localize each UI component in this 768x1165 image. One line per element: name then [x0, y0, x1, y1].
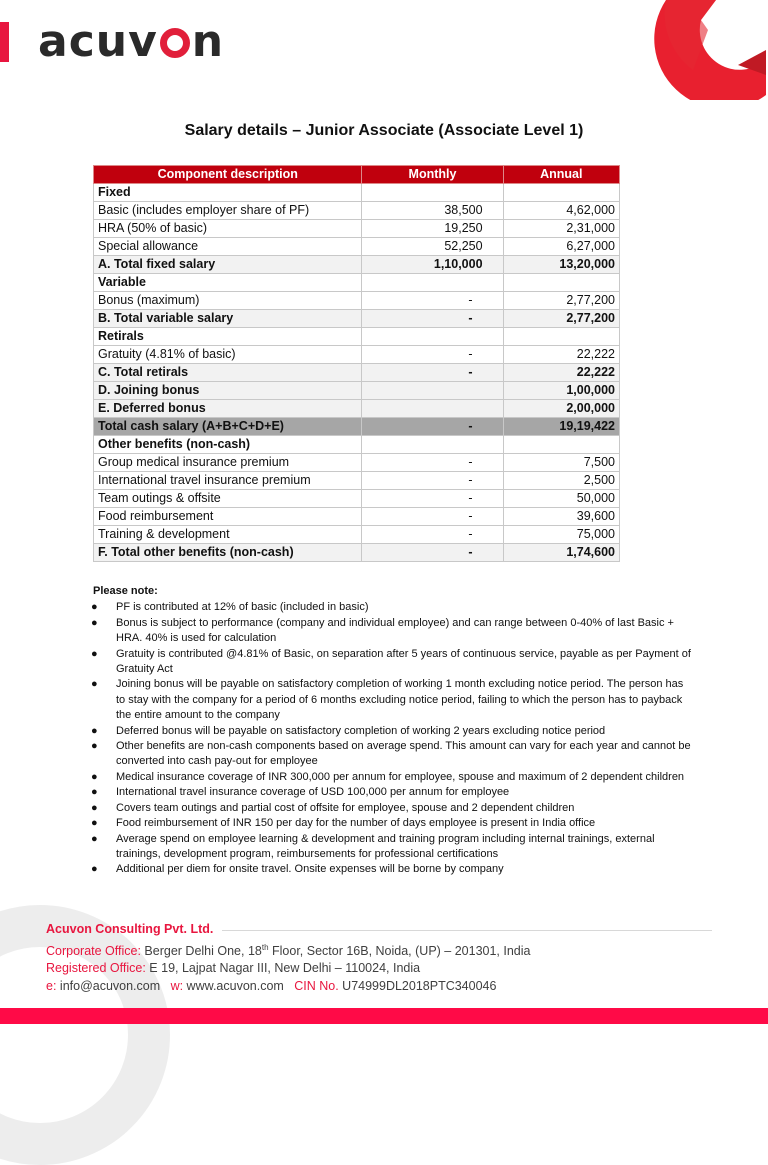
bullet-icon: ● — [91, 832, 98, 845]
left-accent-bar — [0, 22, 9, 62]
footer-registered-office: Registered Office: E 19, Lajpat Nagar III, New Delhi – 110024, India — [46, 961, 421, 976]
row-annual: 2,31,000 — [503, 220, 619, 238]
row-label: F. Total other benefits (non-cash) — [94, 544, 362, 562]
note-item: ● Covers team outings and partial cost of offsite for employee, spouse and 2 dependent children — [93, 801, 693, 816]
bullet-icon: ● — [91, 863, 98, 876]
table-header-row — [94, 166, 620, 184]
row-annual: 75,000 — [503, 526, 619, 544]
table-row — [94, 526, 620, 544]
row-monthly: - — [362, 346, 503, 364]
table-row — [94, 508, 620, 526]
row-annual: 39,600 — [503, 508, 619, 526]
row-monthly: - — [362, 490, 503, 508]
notes-title: Please note: — [93, 585, 158, 597]
row-label: Other benefits (non-cash) — [94, 436, 362, 454]
table-row — [94, 292, 620, 310]
row-annual: 50,000 — [503, 490, 619, 508]
note-item: ● Medical insurance coverage of INR 300,000 per annum for employee, spouse and maximum of 2 dependent children — [93, 770, 693, 785]
row-annual — [503, 274, 619, 292]
row-monthly: - — [362, 508, 503, 526]
cin-number: U74999DL2018PTC340046 — [338, 978, 497, 993]
row-annual: 2,77,200 — [503, 292, 619, 310]
row-label: Team outings & offsite — [94, 490, 362, 508]
bullet-icon: ● — [91, 616, 98, 629]
table-row — [94, 382, 620, 400]
table-row — [94, 202, 620, 220]
bullet-icon: ● — [91, 740, 98, 753]
note-item: ● PF is contributed at 12% of basic (included in basic) — [93, 600, 693, 615]
bullet-icon: ● — [91, 770, 98, 783]
row-label: Variable — [94, 274, 362, 292]
row-monthly — [362, 436, 503, 454]
row-monthly: - — [362, 526, 503, 544]
row-label: C. Total retirals — [94, 364, 362, 382]
footer-company-name: Acuvon Consulting Pvt. Ltd. — [46, 922, 214, 936]
notes-section — [93, 584, 693, 878]
row-label: E. Deferred bonus — [94, 400, 362, 418]
table-row — [94, 418, 620, 436]
notes-list — [93, 600, 693, 877]
row-label: Retirals — [94, 328, 362, 346]
row-label: International travel insurance premium — [94, 472, 362, 490]
footer-contact: e: info@acuvon.com w: www.acuvon.com CIN No. U74999DL2018PTC340046 — [46, 978, 497, 993]
table-row — [94, 544, 620, 562]
row-annual: 2,00,000 — [503, 400, 619, 418]
bullet-icon: ● — [91, 724, 98, 737]
row-annual — [503, 184, 619, 202]
row-label: Total cash salary (A+B+C+D+E) — [94, 418, 362, 436]
table-row — [94, 220, 620, 238]
table-row — [94, 490, 620, 508]
row-monthly: 1,10,000 — [362, 256, 503, 274]
bullet-icon: ● — [91, 801, 98, 814]
table-row — [94, 436, 620, 454]
table-row — [94, 310, 620, 328]
table-row — [94, 472, 620, 490]
row-label: Fixed — [94, 184, 362, 202]
note-item: ● Additional per diem for onsite travel. Onsite expenses will be borne by company — [93, 862, 693, 877]
note-item: ● Deferred bonus will be payable on satisfactory completion of working 2 years excluding notice period — [93, 724, 693, 739]
table-row — [94, 364, 620, 382]
row-label: Basic (includes employer share of PF) — [94, 202, 362, 220]
row-annual: 2,77,200 — [503, 310, 619, 328]
row-annual: 13,20,000 — [503, 256, 619, 274]
row-monthly — [362, 400, 503, 418]
table-row — [94, 274, 620, 292]
row-label: Group medical insurance premium — [94, 454, 362, 472]
note-item: ● Joining bonus will be payable on satisfactory completion of working 1 month excluding notice period. The person has to stay with the company for a period of 6 months excluding notice period, failing to which the person has to payback the entire amount to the company — [91, 678, 684, 722]
bullet-icon: ● — [91, 601, 98, 614]
row-annual: 7,500 — [503, 454, 619, 472]
row-monthly: 19,250 — [362, 220, 503, 238]
column-header-monthly: Monthly — [362, 166, 503, 184]
bullet-icon: ● — [91, 678, 98, 691]
row-annual — [503, 436, 619, 454]
note-item: ● International travel insurance coverage of USD 100,000 per annum for employee — [93, 785, 693, 800]
row-monthly: 52,250 — [362, 238, 503, 256]
row-annual: 2,500 — [503, 472, 619, 490]
row-monthly — [362, 274, 503, 292]
row-monthly — [362, 184, 503, 202]
row-annual: 1,74,600 — [503, 544, 619, 562]
row-monthly: - — [362, 418, 503, 436]
column-header-annual: Annual — [503, 166, 619, 184]
bottom-accent-bar — [0, 1008, 768, 1024]
row-label: HRA (50% of basic) — [94, 220, 362, 238]
email-link[interactable]: info@acuvon.com — [56, 978, 161, 993]
row-label: Gratuity (4.81% of basic) — [94, 346, 362, 364]
row-monthly: 38,500 — [362, 202, 503, 220]
table-row — [94, 328, 620, 346]
row-monthly: - — [362, 364, 503, 382]
bullet-icon: ● — [91, 647, 98, 660]
page-title: Salary details – Junior Associate (Associate Level 1) — [184, 122, 584, 139]
row-label: Special allowance — [94, 238, 362, 256]
note-item: ● Food reimbursement of INR 150 per day for the number of days employee is present in India office — [93, 816, 693, 831]
note-item: ● Other benefits are non-cash components based on average spend. This amount can vary for each year and cannot be converted into cash pay-out for employee — [91, 740, 691, 768]
row-annual — [503, 328, 619, 346]
row-label: Bonus (maximum) — [94, 292, 362, 310]
table-row — [94, 256, 620, 274]
column-header-component: Component description — [94, 166, 362, 184]
table-row — [94, 184, 620, 202]
note-item: ● Average spend on employee learning & development and training program including internal trainings, external trainings, development program, reimbursements for professional certifications — [91, 832, 655, 860]
row-monthly: - — [362, 310, 503, 328]
footer — [46, 921, 530, 995]
table-row — [94, 238, 620, 256]
website-link[interactable]: www.acuvon.com — [183, 978, 284, 993]
note-item: ● Bonus is subject to performance (company and individual employee) and can range between 0-40% of last Basic + HRA. 40% is used for calculation — [91, 616, 674, 645]
row-annual: 4,62,000 — [503, 202, 619, 220]
row-monthly: - — [362, 472, 503, 490]
row-monthly: - — [362, 454, 503, 472]
row-annual: 22,222 — [503, 346, 619, 364]
row-monthly: - — [362, 544, 503, 562]
row-label: D. Joining bonus — [94, 382, 362, 400]
table-row — [94, 454, 620, 472]
bullet-icon: ● — [91, 786, 98, 799]
salary-table — [93, 165, 620, 562]
row-annual: 6,27,000 — [503, 238, 619, 256]
logo-o-icon — [160, 28, 190, 58]
row-label: Training & development — [94, 526, 362, 544]
row-label: Food reimbursement — [94, 508, 362, 526]
row-annual: 19,19,422 — [503, 418, 619, 436]
row-monthly — [362, 382, 503, 400]
logo-text: acuv n — [38, 16, 225, 67]
row-label: A. Total fixed salary — [94, 256, 362, 274]
row-monthly — [362, 328, 503, 346]
row-monthly: - — [362, 292, 503, 310]
row-label: B. Total variable salary — [94, 310, 362, 328]
row-annual: 22,222 — [503, 364, 619, 382]
footer-corporate-office: Corporate Office: Berger Delhi One, 18th Floor, Sector 16B, Noida, (UP) – 201301, India — [46, 942, 531, 958]
note-item: ● Gratuity is contributed @4.81% of Basic, on separation after 5 years of continuous service, payable as per Payment of Gratuity Act — [91, 647, 691, 676]
corner-arc-decoration — [598, 0, 768, 100]
table-row — [94, 400, 620, 418]
table-row — [94, 346, 620, 364]
row-annual: 1,00,000 — [503, 382, 619, 400]
acuvon-logo — [38, 16, 225, 67]
bullet-icon: ● — [91, 817, 98, 830]
